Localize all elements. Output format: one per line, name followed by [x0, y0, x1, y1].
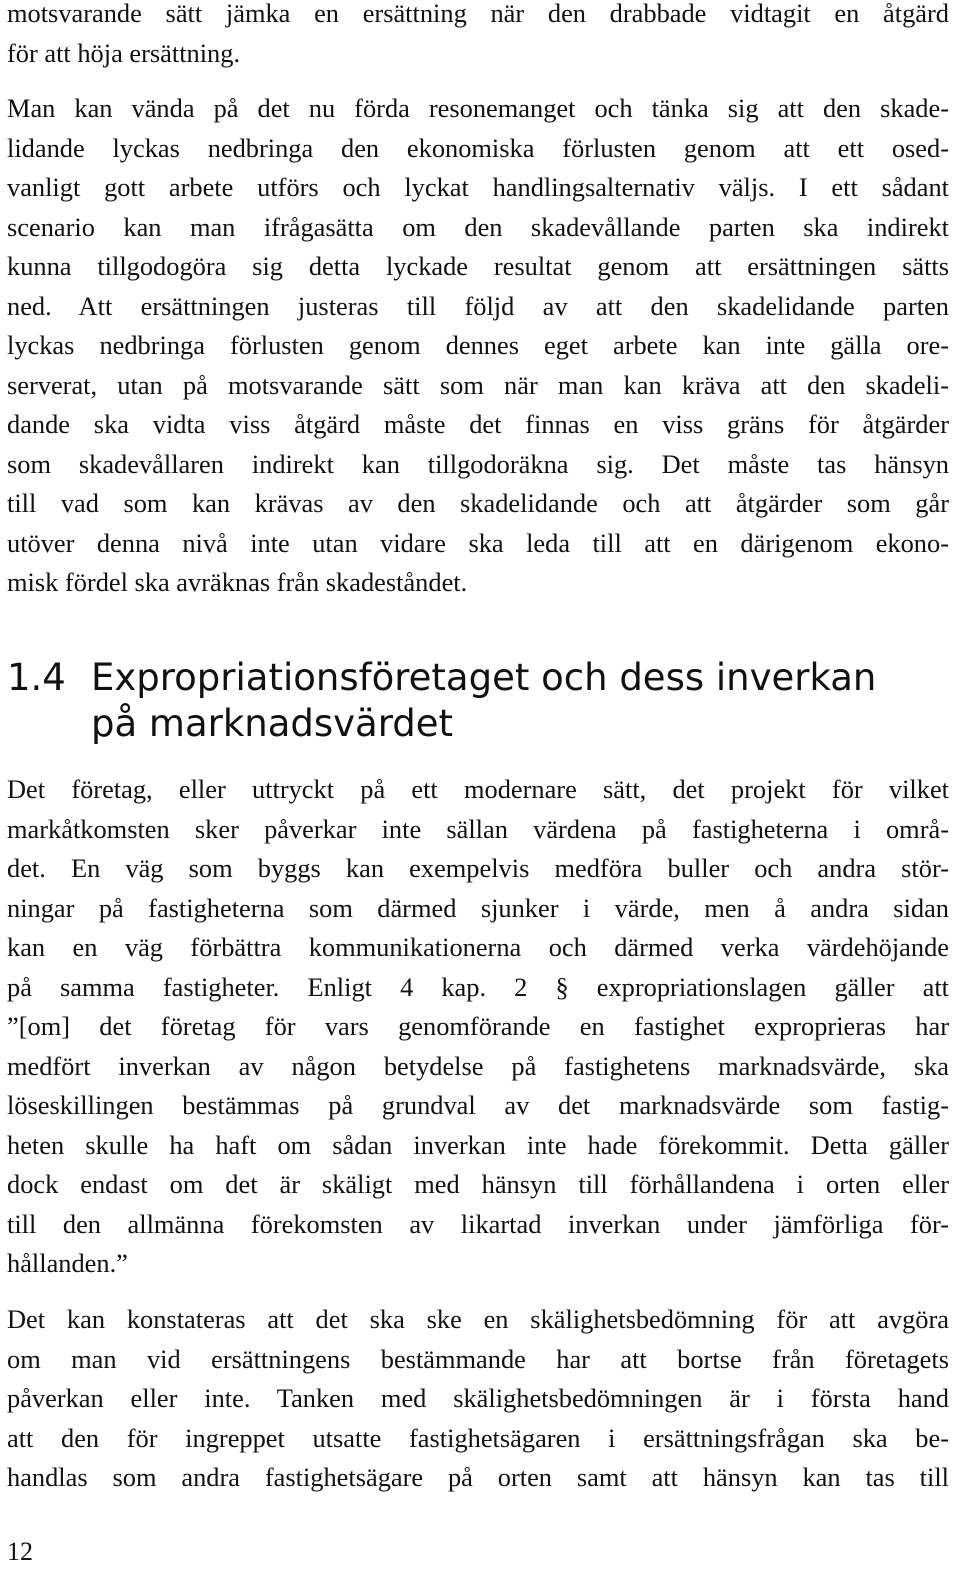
text-line: motsvarande sätt jämka en ersättning när den drabbade vidtagit en åtgärd [7, 0, 949, 28]
text-line: för att höja ersättning. [7, 37, 241, 68]
text-line: scenario kan man ifrågasätta om den skadevållande parten ska indirekt [7, 211, 949, 242]
text-line: serverat, utan på motsvarande sätt som när man kan kräva att den skadeli- [7, 369, 949, 400]
text-line: till den allmänna förekomsten av likartad inverkan under jämförliga för- [7, 1208, 949, 1239]
text-line: ”[om] det företag för vars genomförande en fastighet exproprieras har [7, 1011, 949, 1041]
text-line: till vad som kan krävas av den skadelidande och att åtgärder som går [7, 488, 949, 518]
text-line: kan en väg förbättra kommunikationerna och därmed verka värdehöjande [7, 932, 949, 962]
text-line: lidande lyckas nedbringa den ekonomiska förlusten genom att ett osed- [7, 132, 949, 163]
paragraph-4 [7, 1300, 949, 1498]
text-line: som skadevållaren indirekt kan tillgodoräkna sig. Det måste tas hänsyn [7, 448, 949, 479]
section-title-line-1: Expropriationsföretaget och dess inverkan [91, 656, 877, 699]
text-line: ningar på fastigheterna som därmed sjunker i värde, men å andra sidan [7, 892, 949, 923]
paragraph-2 [7, 89, 949, 603]
text-line: markåtkomsten sker påverkar inte sällan värdena på fastigheterna i områ- [7, 813, 949, 844]
text-line: Man kan vända på det nu förda resonemanget och tänka sig att den skade- [7, 93, 949, 123]
text-line: påverkan eller inte. Tanken med skälighetsbedömningen är i första hand [7, 1383, 949, 1413]
text-line: heten skulle ha haft om sådan inverkan inte hade förekommit. Detta gäller [7, 1129, 949, 1160]
text-line: dock endast om det är skäligt med hänsyn till förhållandena i orten eller [7, 1169, 949, 1199]
text-line: det. En väg som byggs kan exempelvis medföra buller och andra stör- [7, 853, 949, 883]
section-number: 1.4 [7, 656, 66, 699]
text-line: Det kan konstateras att det ska ske en skälighetsbedömning för att avgöra [7, 1304, 949, 1334]
section-title-line-2: på marknadsvärdet [91, 702, 454, 745]
text-line: vanligt gott arbete utförs och lyckat handlingsalternativ väljs. I ett sådant [7, 172, 949, 202]
text-line: Det företag, eller uttryckt på ett modernare sätt, det projekt för vilket [7, 774, 949, 804]
page-number: 12 [7, 1537, 33, 1566]
text-line: på samma fastigheter. Enligt 4 kap. 2 § expropriationslagen gäller att [7, 971, 949, 1002]
paragraph-3 [7, 770, 949, 1284]
text-line: att den för ingreppet utsatte fastighetsägaren i ersättningsfrågan ska be- [7, 1422, 949, 1453]
section-heading [7, 655, 949, 747]
text-line: kunna tillgodogöra sig detta lyckade resultat genom att ersättningen sätts [7, 251, 949, 281]
text-line: handlas som andra fastighetsägare på orten samt att hänsyn kan tas till [7, 1462, 949, 1492]
text-line: hållanden.” [7, 1248, 128, 1278]
text-line: misk fördel ska avräknas från skadeståndet. [7, 567, 468, 597]
text-line: om man vid ersättningens bestämmande har att bortse från företagets [7, 1343, 949, 1374]
paragraph-1 [7, 0, 949, 73]
text-line: dande ska vidta viss åtgärd måste det finnas en viss gräns för åtgärder [7, 409, 949, 439]
text-line: löseskillingen bestämmas på grundval av det marknadsvärde som fastig- [7, 1090, 949, 1120]
text-line: medfört inverkan av någon betydelse på fastighetens marknadsvärde, ska [7, 1050, 949, 1081]
text-line: lyckas nedbringa förlusten genom dennes eget arbete kan inte gälla ore- [7, 330, 949, 360]
text-line: utöver denna nivå inte utan vidare ska leda till att en därigenom ekono- [7, 527, 949, 558]
text-line: ned. Att ersättningen justeras till följd av att den skadelidande parten [7, 290, 949, 321]
